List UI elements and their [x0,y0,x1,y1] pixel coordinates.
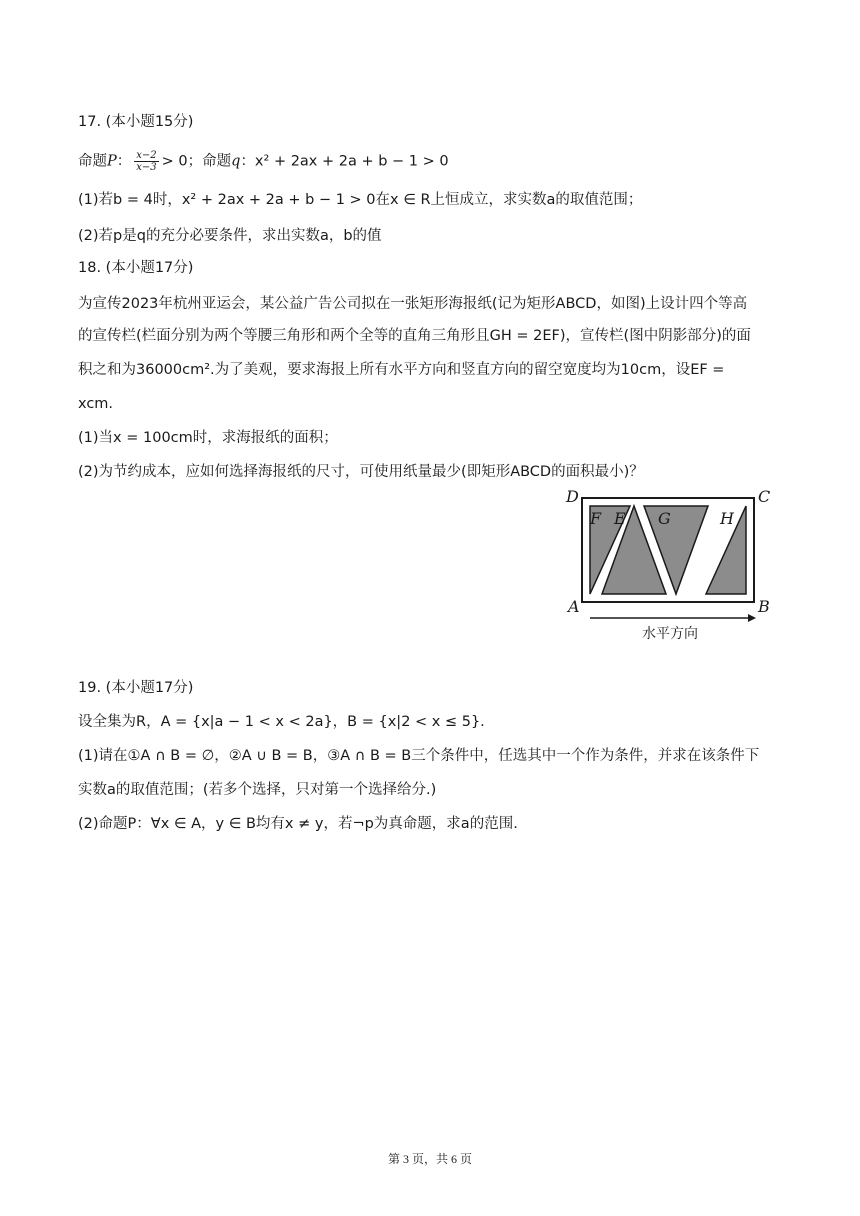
label-d: D [566,487,579,506]
page-footer: 第 3 页，共 6 页 [387,1152,472,1166]
q18-part2: (2)为节约成本，应如何选择海报纸的尺寸，可使用纸量最少(即矩形ABCD的面积最小)？ [78,464,644,480]
label-b: B [758,597,770,616]
q19-header: 19. (本小题17分) [78,680,194,696]
label-g: G [658,509,671,528]
q19-part2: (2)命题P：∀x ∈ A，y ∈ B均有x ≠ y，若¬p为真命题，求a的范围. [78,816,518,832]
q18-para-line4: xcm. [78,396,114,412]
q17-prop-q-expr: ：x² + 2ax + 2a + b − 1 > 0 [240,153,449,170]
poster-figure [560,484,790,646]
arrow-caption: 水平方向 [642,626,698,642]
arrow-head-icon [748,614,756,622]
q18-para-line2: 的宣传栏(栏面分别为两个等腰三角形和两个全等的直角三角形且GH = 2EF)，宣传栏(图中阴影部分)的面 [78,328,751,344]
q19-line1: 设全集为R，A = {x|a − 1 < x < 2a}，B = {x|2 < x ≤ 5}. [78,714,485,730]
q17-prop-q-var: q [231,153,241,170]
q17-frac-num: x−2 [136,150,157,161]
q18-part1: (1)当x = 100cm时，求海报纸的面积； [78,430,338,446]
q17-prop-p-label: 命题 [78,153,107,170]
label-e: E [614,509,626,528]
q17-prop-p-var: P [107,153,117,170]
q18-para-line3: 积之和为36000cm².为了美观，要求海报上所有水平方向和竖直方向的留空宽度均为10cm，设EF = [78,362,725,378]
q17-propositions: 命题P： $\frac{x-2}{x-3}$ > 0；命题q：x² + 2ax + 2a + b − 1 > 0 [78,150,449,173]
label-a: A [568,597,580,616]
q17-part2: (2)若p是q的充分必要条件，求出实数a，b的值 [78,228,382,244]
q17-frac-den: x−3 [136,162,157,173]
q17-fraction [134,150,158,173]
q18-header: 18. (本小题17分) [78,260,194,276]
q18-para-line1: 为宣传2023年杭州亚运会，某公益广告公司拟在一张矩形海报纸(记为矩形ABCD，如图)上设计四个等高 [78,296,748,312]
q17-prop-p-tail: > 0；命题 [161,153,232,170]
q19-part1-line1: (1)请在①A ∩ B = ∅，②A ∪ B = B，③A ∩ B = B三个条件中，任选其中一个作为条件，并求在该条件下 [78,748,760,764]
q17-header: 17. (本小题15分) [78,114,194,130]
q17-part1: (1)若b = 4时，x² + 2ax + 2a + b − 1 > 0在x ∈ R上恒成立，求实数a的取值范围； [78,192,643,208]
label-h: H [720,509,734,528]
label-c: C [758,487,771,506]
q19-part1-line2: 实数a的取值范围；(若多个选择，只对第一个选择给分.) [78,782,437,798]
label-f: F [590,509,602,528]
